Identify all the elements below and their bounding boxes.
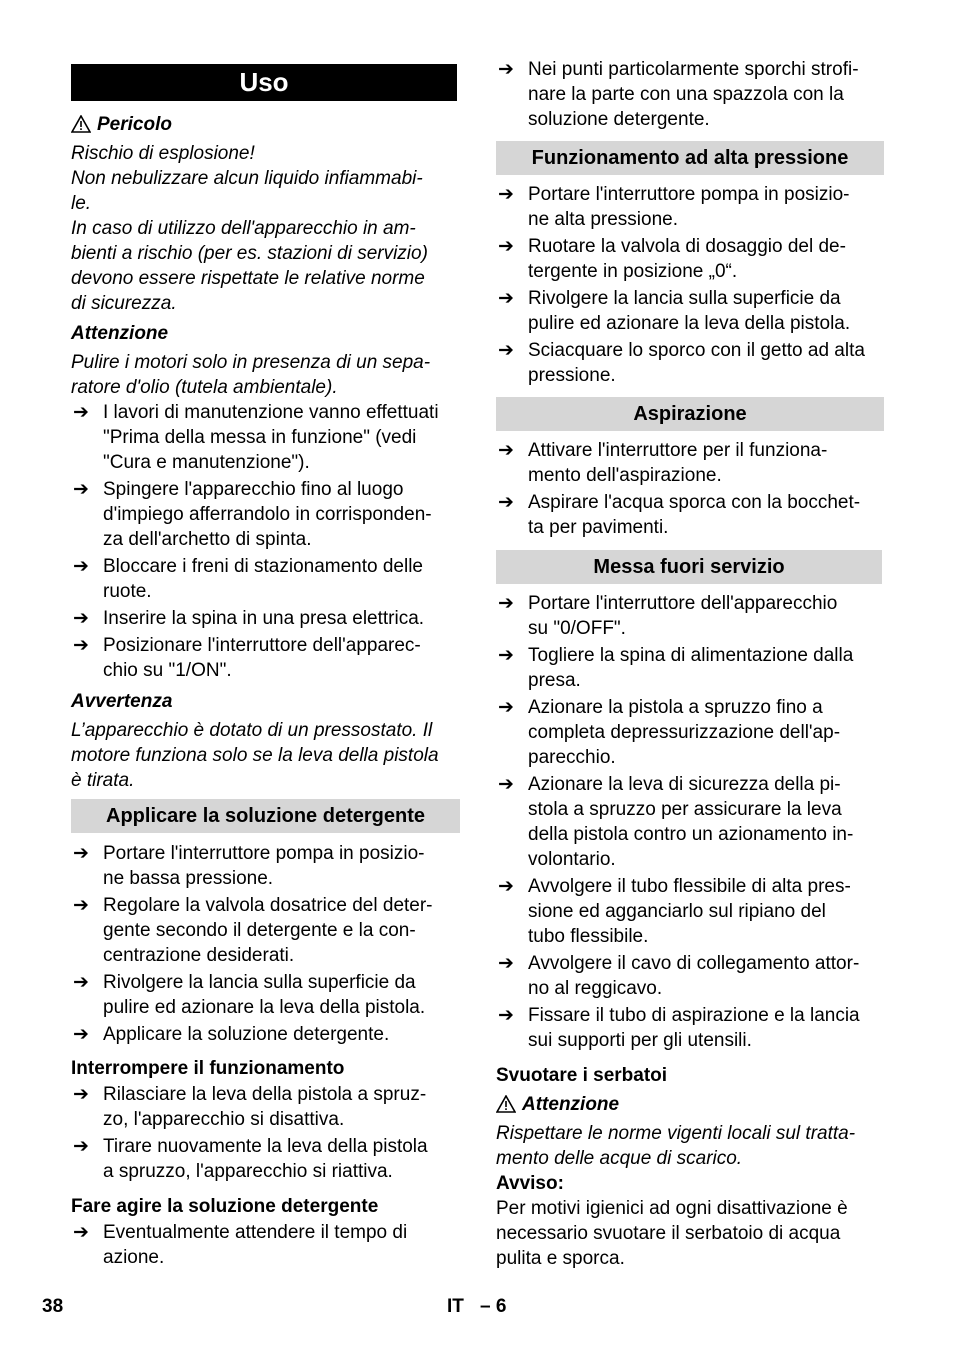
arrow-right-icon: ➔ <box>498 697 514 718</box>
list-item-text: Azionare la pistola a spruzzo fino a <box>528 697 823 718</box>
section-alta-pressione: Funzionamento ad alta pressione <box>496 141 884 175</box>
list-item-text: Portare l'interruttore dell'apparecchio <box>528 593 838 614</box>
list-item-text: Aspirare l'acqua sporca con la bocchet- <box>528 492 861 513</box>
avvertenza-heading: Avvertenza <box>71 691 173 712</box>
list-item-text: Inserire la spina in una presa elettrica. <box>103 608 425 629</box>
list-item-text: Regolare la valvola dosatrice del deter- <box>103 895 433 916</box>
list-item-text: presa. <box>528 670 581 691</box>
warning-triangle-icon <box>71 115 91 140</box>
arrow-right-icon: ➔ <box>498 774 514 795</box>
list-item-text: parecchio. <box>528 747 616 768</box>
arrow-right-icon: ➔ <box>498 288 514 309</box>
arrow-right-icon: ➔ <box>498 236 514 257</box>
list-item-text: pressione. <box>528 365 616 386</box>
list-item-text: "Cura e manutenzione"). <box>103 452 310 473</box>
list-item-text: Sciacquare lo sporco con il getto ad alta <box>528 340 865 361</box>
list-item-text: "Prima della messa in funzione" (vedi <box>103 427 417 448</box>
list-item-text: Bloccare i freni di stazionamento delle <box>103 556 424 577</box>
list-item-text: Nei punti particolarmente sporchi strofi- <box>528 59 859 80</box>
list-item-text: Attivare l'interruttore per il funziona- <box>528 440 828 461</box>
list-item-text: Fissare il tubo di aspirazione e la lancia <box>528 1005 860 1026</box>
arrow-right-icon: ➔ <box>73 608 89 629</box>
section-aspirazione: Aspirazione <box>496 397 884 431</box>
list-item-text: d'impiego afferrandolo in corrisponden- <box>103 504 432 525</box>
attenzione-text-right <box>496 1121 884 1171</box>
arrow-right-icon: ➔ <box>498 593 514 614</box>
list-item-text: sui supporti per gli utensili. <box>528 1030 752 1051</box>
text-line: L’apparecchio è dotato di un pressostato. Il <box>71 720 433 741</box>
list-item-text: za dell'archetto di spinta. <box>103 529 312 550</box>
arrow-right-icon: ➔ <box>73 972 89 993</box>
arrow-right-icon: ➔ <box>498 492 514 513</box>
pericolo-label: Pericolo <box>97 114 172 135</box>
list-item-text: pulire ed azionare la leva della pistola. <box>103 997 426 1018</box>
list-item-text: completa depressurizzazione dell'ap- <box>528 722 841 743</box>
text-line: devono essere rispettate le relative norme <box>71 268 425 289</box>
arrow-right-icon: ➔ <box>498 184 514 205</box>
text-line: Pulire i motori solo in presenza di un sepa- <box>71 352 431 373</box>
attenzione-heading: Attenzione <box>71 323 169 344</box>
arrow-right-icon: ➔ <box>73 895 89 916</box>
arrow-right-icon: ➔ <box>73 1136 89 1157</box>
list-item-text: Applicare la soluzione detergente. <box>103 1024 390 1045</box>
list-item-text: sione ed agganciarlo sul ripiano del <box>528 901 826 922</box>
arrow-right-icon: ➔ <box>73 1084 89 1105</box>
list-item-text: Avvolgere il cavo di collegamento attor- <box>528 953 860 974</box>
list-item-text: I lavori di manutenzione vanno effettuati <box>103 402 439 423</box>
text-line: In caso di utilizzo dell'apparecchio in am- <box>71 218 416 239</box>
list-item-text: stola a spruzzo per assicurare la leva <box>528 799 842 820</box>
list-item-text: Azionare la leva di sicurezza della pi- <box>528 774 841 795</box>
avviso-heading: Avviso: <box>496 1173 564 1194</box>
interrompere-heading: Interrompere il funzionamento <box>71 1058 345 1079</box>
text-line: necessario svuotare il serbatoio di acqua <box>496 1223 841 1244</box>
list-item-text: ta per pavimenti. <box>528 517 669 538</box>
attenzione-label-right: Attenzione <box>522 1094 620 1115</box>
text-line: mento delle acque di scarico. <box>496 1148 743 1169</box>
list-item-text: ne bassa pressione. <box>103 868 274 889</box>
arrow-right-icon: ➔ <box>73 479 89 500</box>
warning-triangle-icon <box>496 1095 516 1120</box>
page-number: 38 <box>42 1296 64 1317</box>
list-item-text: pulire ed azionare la leva della pistola. <box>528 313 851 334</box>
arrow-right-icon: ➔ <box>498 340 514 361</box>
arrow-right-icon: ➔ <box>498 1005 514 1026</box>
text-line: le. <box>71 193 92 214</box>
list-item-text: della pistola contro un azionamento in- <box>528 824 854 845</box>
section-applicare: Applicare la soluzione detergente <box>71 799 460 833</box>
list-item-text: volontario. <box>528 849 616 870</box>
pericolo-text <box>71 141 459 316</box>
text-line: Non nebulizzare alcun liquido infiammabi- <box>71 168 423 189</box>
pericolo-heading <box>71 112 459 140</box>
list-item-text: chio su "1/ON". <box>103 660 232 681</box>
list-item-text: ruote. <box>103 581 152 602</box>
sub-page-number: – 6 <box>480 1296 507 1317</box>
list-item-text: mento dell'aspirazione. <box>528 465 722 486</box>
text-line: motore funziona solo se la leva della pistola <box>71 745 439 766</box>
arrow-right-icon: ➔ <box>498 876 514 897</box>
list-item-text: Togliere la spina di alimentazione dalla <box>528 645 854 666</box>
list-item-text: Rivolgere la lancia sulla superficie da <box>528 288 841 309</box>
list-item-text: Portare l'interruttore pompa in posizio- <box>103 843 425 864</box>
text-line: Rispettare le norme vigenti locali sul tratta- <box>496 1123 856 1144</box>
list-item-text: Rivolgere la lancia sulla superficie da <box>103 972 416 993</box>
list-item-text: Eventualmente attendere il tempo di <box>103 1222 408 1243</box>
list-item-text: Posizionare l'interruttore dell'apparec- <box>103 635 421 656</box>
section-title-uso: Uso <box>71 64 457 101</box>
list-item-text: centrazione desiderati. <box>103 945 295 966</box>
text-line: Per motivi igienici ad ogni disattivazione è <box>496 1198 848 1219</box>
arrow-right-icon: ➔ <box>73 843 89 864</box>
list-item-text: no al reggicavo. <box>528 978 663 999</box>
list-item-text: a spruzzo, l'apparecchio si riattiva. <box>103 1161 393 1182</box>
list-item-text: Spingere l'apparecchio fino al luogo <box>103 479 404 500</box>
svuotare-heading: Svuotare i serbatoi <box>496 1065 668 1086</box>
arrow-right-icon: ➔ <box>73 1222 89 1243</box>
arrow-right-icon: ➔ <box>73 556 89 577</box>
text-line: bienti a rischio (per es. stazioni di servizio) <box>71 243 428 264</box>
list-item-text: Ruotare la valvola di dosaggio del de- <box>528 236 846 257</box>
text-line: pulita e sporca. <box>496 1248 625 1269</box>
text-line: è tirata. <box>71 770 135 791</box>
list-item-text: zo, l'apparecchio si disattiva. <box>103 1109 345 1130</box>
text-line: Rischio di esplosione! <box>71 143 255 164</box>
list-item-text: tubo flessibile. <box>528 926 649 947</box>
arrow-right-icon: ➔ <box>498 953 514 974</box>
list-item-text: nare la parte con una spazzola con la <box>528 84 844 105</box>
language-code: IT <box>447 1296 464 1317</box>
attenzione-text <box>71 350 459 400</box>
arrow-right-icon: ➔ <box>498 440 514 461</box>
list-item-text: azione. <box>103 1247 165 1268</box>
list-item-text: ne alta pressione. <box>528 209 678 230</box>
arrow-right-icon: ➔ <box>73 635 89 656</box>
list-item-text: Portare l'interruttore pompa in posizio- <box>528 184 850 205</box>
list-item-text: Avvolgere il tubo flessibile di alta pres- <box>528 876 851 897</box>
arrow-right-icon: ➔ <box>498 59 514 80</box>
arrow-right-icon: ➔ <box>73 402 89 423</box>
list-item-text: Tirare nuovamente la leva della pistola <box>103 1136 428 1157</box>
avvertenza-text <box>71 718 459 793</box>
list-item-text: gente secondo il detergente e la con- <box>103 920 416 941</box>
list-item-text: Rilasciare la leva della pistola a spruz- <box>103 1084 427 1105</box>
arrow-right-icon: ➔ <box>73 1024 89 1045</box>
section-messa-fuori-servizio: Messa fuori servizio <box>496 550 882 584</box>
arrow-right-icon: ➔ <box>498 645 514 666</box>
list-item-text: su "0/OFF". <box>528 618 626 639</box>
text-line: ratore d'olio (tutela ambientale). <box>71 377 338 398</box>
attenzione-heading-right <box>496 1092 884 1120</box>
list-item-text: tergente in posizione „0“. <box>528 261 738 282</box>
text-line: di sicurezza. <box>71 293 177 314</box>
avviso-text <box>496 1196 884 1271</box>
fare-agire-heading: Fare agire la soluzione detergente <box>71 1196 379 1217</box>
list-item-text: soluzione detergente. <box>528 109 710 130</box>
